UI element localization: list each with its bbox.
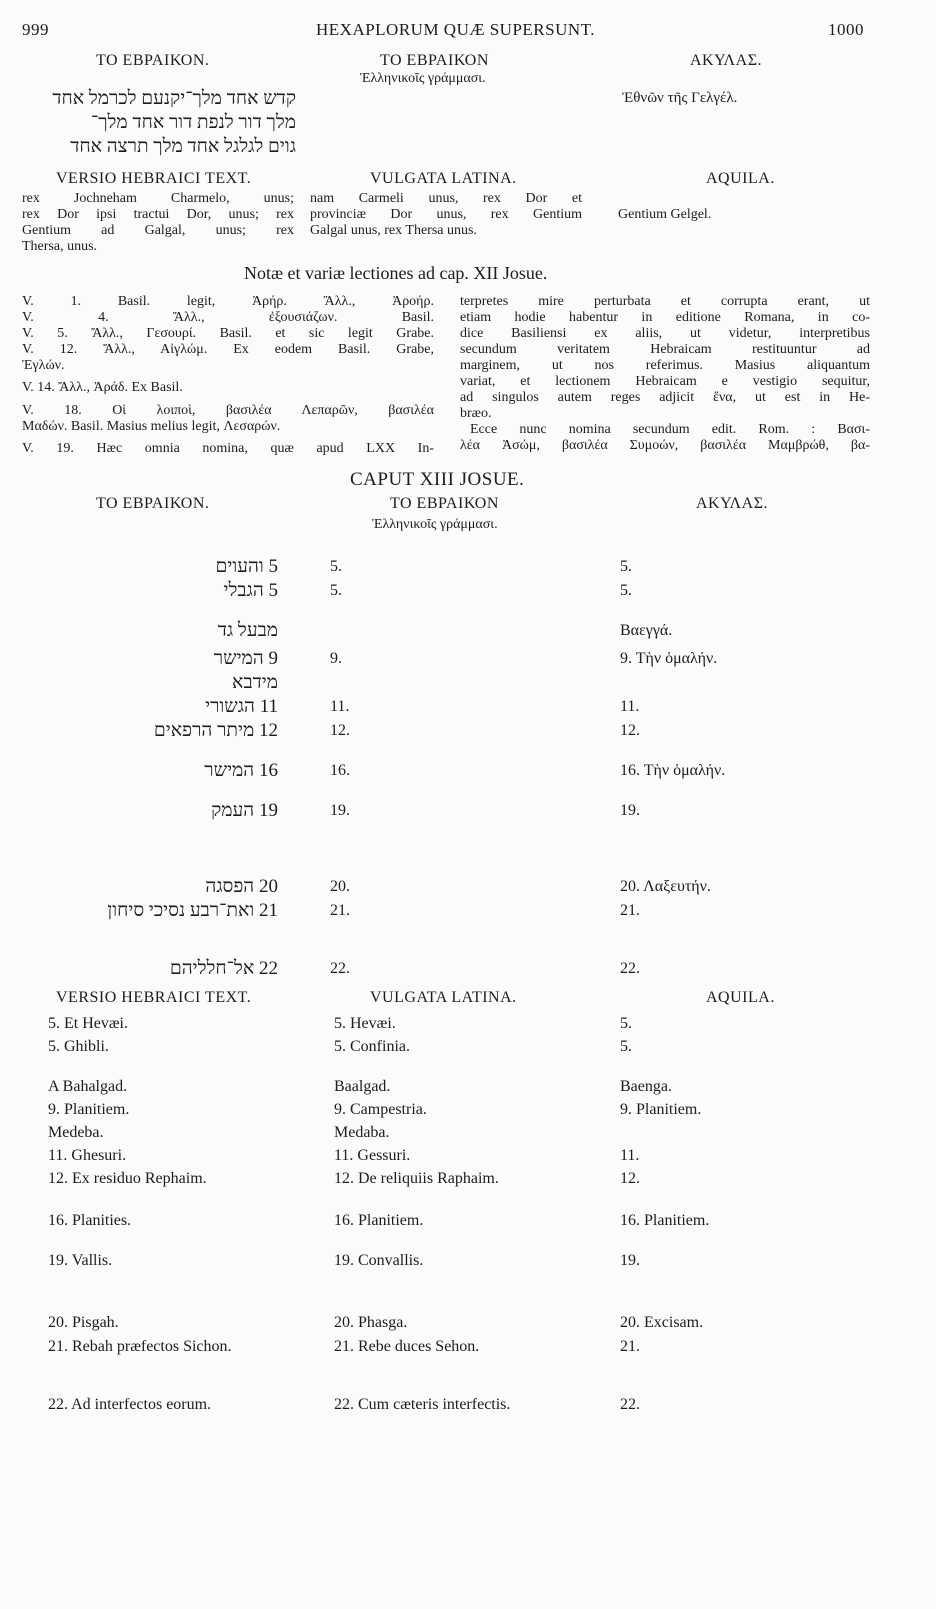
notes-title: Notæ et variæ lectiones ad cap. XII Josue.: [244, 263, 548, 283]
note-line: ad singulos autem reges adjicit ἕνα, ut est in He-: [460, 390, 870, 405]
running-title: HEXAPLORUM QUÆ SUPERSUNT.: [316, 20, 596, 39]
vulgata-entry: 9. Campestria.: [334, 1101, 427, 1118]
versio-entry: 20. Pisgah.: [48, 1314, 119, 1331]
note-line: V. 5. Ἄλλ., Γεσουρί. Basil. et sic legit Grabe.: [22, 326, 434, 341]
note-line: Μαδών. Basil. Masius melius legit, Λεσαρών.: [22, 419, 281, 434]
note-line: terpretes mire perturbata et corrupta erant, ut: [460, 294, 870, 309]
versio-entry: 9. Planitiem.: [48, 1101, 130, 1118]
hebrew-line: קדש אחד מלך־יקנעם לכרמל אחד: [52, 88, 296, 109]
aquila-entry: 16. Τὴν ὁμαλήν.: [620, 762, 726, 779]
aquila-entry: 9. Τὴν ὁμαλήν.: [620, 650, 718, 667]
aquila-entry: 22.: [620, 960, 640, 977]
aquila-latin-entry: 11.: [620, 1147, 640, 1164]
note-line: V. 4. Ἄλλ., ἐξουσιάζων. Basil.: [22, 310, 434, 325]
vulgata-entry: 19. Convallis.: [334, 1252, 424, 1269]
hebrew-entry: 19 העמק: [211, 800, 278, 821]
versio-entry: 16. Planities.: [48, 1212, 132, 1229]
versio-line: Thersa, unus.: [22, 239, 98, 254]
note-line: V. 18. Οἱ λοιποὶ, βασιλέα Λεπαρῶν, βασιλέα: [22, 403, 434, 418]
vulgata-entry: 20. Phasga.: [334, 1314, 408, 1331]
hebrew-entry: מבעל גד: [217, 620, 278, 641]
hebrew-entry: 21 ואת־רבע נסיכי סיחון: [107, 900, 278, 921]
transliteration-entry: 16.: [330, 762, 350, 779]
hebrew-line: מלך דור לנפת דור אחד מלך־: [90, 112, 296, 133]
hebrew-entry: 9 המישר: [213, 648, 278, 669]
page-number-right: 1000: [828, 20, 864, 39]
aquila-entry: 12.: [620, 722, 640, 739]
transliteration-entry: 11.: [330, 698, 350, 715]
column-head-hebrew: ΤΟ ΕΒΡΑΙΚΟΝ.: [96, 495, 210, 512]
versio-entry: 5. Et Hevæi.: [48, 1015, 128, 1032]
aquila-entry: Βαεγγά.: [620, 622, 673, 639]
vulgata-entry: 5. Hevæi.: [334, 1015, 396, 1032]
transliteration-entry: 12.: [330, 722, 350, 739]
transliteration-entry: 9.: [330, 650, 342, 667]
versio-entry: 22. Ad interfectos eorum.: [48, 1396, 212, 1413]
versio-entry: 11. Ghesuri.: [48, 1147, 127, 1164]
transliteration-entry: 5.: [330, 582, 342, 599]
hebrew-entry: 5 הגבלי: [223, 580, 278, 601]
hebrew-entry: מידבא: [232, 672, 278, 693]
aquila-latin-entry: 16. Planitiem.: [620, 1212, 710, 1229]
note-line: V. 1. Basil. legit, Ἀρήρ. Ἄλλ., Ἀροήρ.: [22, 294, 434, 309]
note-line: Ecce nunc nomina secundum edit. Rom. : Βασι-: [470, 422, 870, 437]
versio-line: Gentium ad Galgal, unus; rex: [22, 223, 294, 238]
column-head-aquila: ΑΚΥΛΑΣ.: [690, 52, 763, 69]
hebrew-entry: 22 אל־חלליהם: [169, 958, 278, 979]
versio-entry: Medeba.: [48, 1124, 104, 1141]
column-head-aquila-latin: AQUILA.: [706, 170, 775, 187]
aquila-greek: Ἐθνῶν τῆς Γελγέλ.: [622, 90, 738, 106]
note-line: secundum veritatem Hebraicam restituuntur ad: [460, 342, 870, 357]
aquila-latin-entry: 22.: [620, 1396, 640, 1413]
transliteration-entry: 22.: [330, 960, 350, 977]
versio-entry: 19. Vallis.: [48, 1252, 113, 1269]
transliteration-entry: 20.: [330, 878, 350, 895]
column-head-transliteration: ΤΟ ΕΒΡΑΙΚΟΝ: [390, 495, 499, 512]
vulgata-entry: 16. Planitiem.: [334, 1212, 424, 1229]
column-head-versio: VERSIO HEBRAICI TEXT.: [56, 170, 252, 187]
note-line: variat, et lectionem Hebraicam e vestigio sequitur,: [460, 374, 870, 389]
aquila-entry: 5.: [620, 558, 632, 575]
hebrew-line: גוים לגלגל אחד מלך תרצה אחד: [70, 136, 296, 157]
note-line: V. 12. Ἄλλ., Αἰγλώμ. Ex eodem Basil. Grabe,: [22, 342, 434, 357]
aquila-entry: 20. Λαξευτήν.: [620, 878, 711, 895]
aquila-entry: 5.: [620, 582, 632, 599]
versio-entry: 21. Rebah præfectos Sichon.: [48, 1338, 232, 1355]
column-head-transliteration: ΤΟ ΕΒΡΑΙΚΟΝ: [380, 52, 489, 69]
column-head-versio: VERSIO HEBRAICI TEXT.: [56, 989, 252, 1006]
vulgata-line: provinciæ Dor unus, rex Gentium: [310, 207, 582, 222]
versio-line: rex Jochneham Charmelo, unus;: [22, 191, 294, 206]
note-line: marginem, ut nos referimus. Masius aliquantum: [460, 358, 870, 373]
transliteration-entry: 5.: [330, 558, 342, 575]
column-head-vulgata: VULGATA LATINA.: [370, 989, 517, 1006]
transliteration-subhead: Ἑλληνικοῖς γράμμασι.: [372, 517, 498, 532]
aquila-latin-entry: 19.: [620, 1252, 640, 1269]
aquila-latin-entry: 5.: [620, 1015, 632, 1032]
aquila-latin-entry: 21.: [620, 1338, 640, 1355]
aquila-latin-entry: 12.: [620, 1170, 640, 1187]
note-line: etiam hodie habentur in editione Romana, in co-: [460, 310, 870, 325]
vulgata-entry: 12. De reliquiis Raphaim.: [334, 1170, 499, 1187]
hebrew-entry: 12 מיתר הרפאים: [153, 720, 278, 741]
aquila-entry: 21.: [620, 902, 640, 919]
versio-entry: 12. Ex residuo Rephaim.: [48, 1170, 207, 1187]
note-line: λέα Ἀσώμ, βασιλέα Συμοών, βασιλέα Μαμβρώθ, βα-: [460, 438, 870, 453]
column-head-vulgata: VULGATA LATINA.: [370, 170, 517, 187]
aquila-entry: 19.: [620, 802, 640, 819]
caput-title: CAPUT XIII JOSUE.: [350, 469, 525, 490]
vulgata-entry: Baalgad.: [334, 1078, 391, 1095]
hebrew-entry: 16 המישר: [204, 760, 278, 781]
versio-line: rex Dor ipsi tractui Dor, unus; rex: [22, 207, 294, 222]
aquila-entry: 11.: [620, 698, 640, 715]
note-line: dice Basiliensi ex aliis, ut videtur, interpretibus: [460, 326, 870, 341]
transliteration-entry: 19.: [330, 802, 350, 819]
column-head-hebrew: ΤΟ ΕΒΡΑΙΚΟΝ.: [96, 52, 210, 69]
note-line: V. 19. Hæc omnia nomina, quæ apud LXX In-: [22, 441, 434, 456]
hebrew-entry: 5 והעוים: [215, 556, 278, 577]
vulgata-entry: 21. Rebe duces Sehon.: [334, 1338, 480, 1355]
transliteration-subhead: Ἑλληνικοῖς γράμμασι.: [360, 71, 486, 86]
vulgata-line: nam Carmeli unus, rex Dor et: [310, 191, 582, 206]
versio-entry: A Bahalgad.: [48, 1078, 128, 1095]
vulgata-entry: 5. Confinia.: [334, 1038, 410, 1055]
vulgata-entry: 22. Cum cæteris interfectis.: [334, 1396, 511, 1413]
column-head-aquila: ΑΚΥΛΑΣ.: [696, 495, 769, 512]
aquila-latin-entry: 9. Planitiem.: [620, 1101, 702, 1118]
aquila-latin-entry: Baenga.: [620, 1078, 672, 1095]
vulgata-entry: 11. Gessuri.: [334, 1147, 411, 1164]
column-head-aquila-latin: AQUILA.: [706, 989, 775, 1006]
aquila-latin: Gentium Gelgel.: [618, 207, 712, 222]
aquila-latin-entry: 5.: [620, 1038, 632, 1055]
hebrew-entry: 11 הגשורי: [205, 696, 278, 717]
note-line: Ἐγλών.: [22, 358, 65, 373]
note-line: V. 14. Ἄλλ., Ἀράδ. Ex Basil.: [22, 380, 183, 395]
note-line: bræo.: [460, 406, 492, 421]
vulgata-line: Galgal unus, rex Thersa unus.: [310, 223, 477, 238]
page-number-left: 999: [22, 20, 49, 39]
transliteration-entry: 21.: [330, 902, 350, 919]
aquila-latin-entry: 20. Excisam.: [620, 1314, 704, 1331]
versio-entry: 5. Ghibli.: [48, 1038, 109, 1055]
vulgata-entry: Medaba.: [334, 1124, 390, 1141]
hebrew-entry: 20 הפסגה: [205, 876, 278, 897]
